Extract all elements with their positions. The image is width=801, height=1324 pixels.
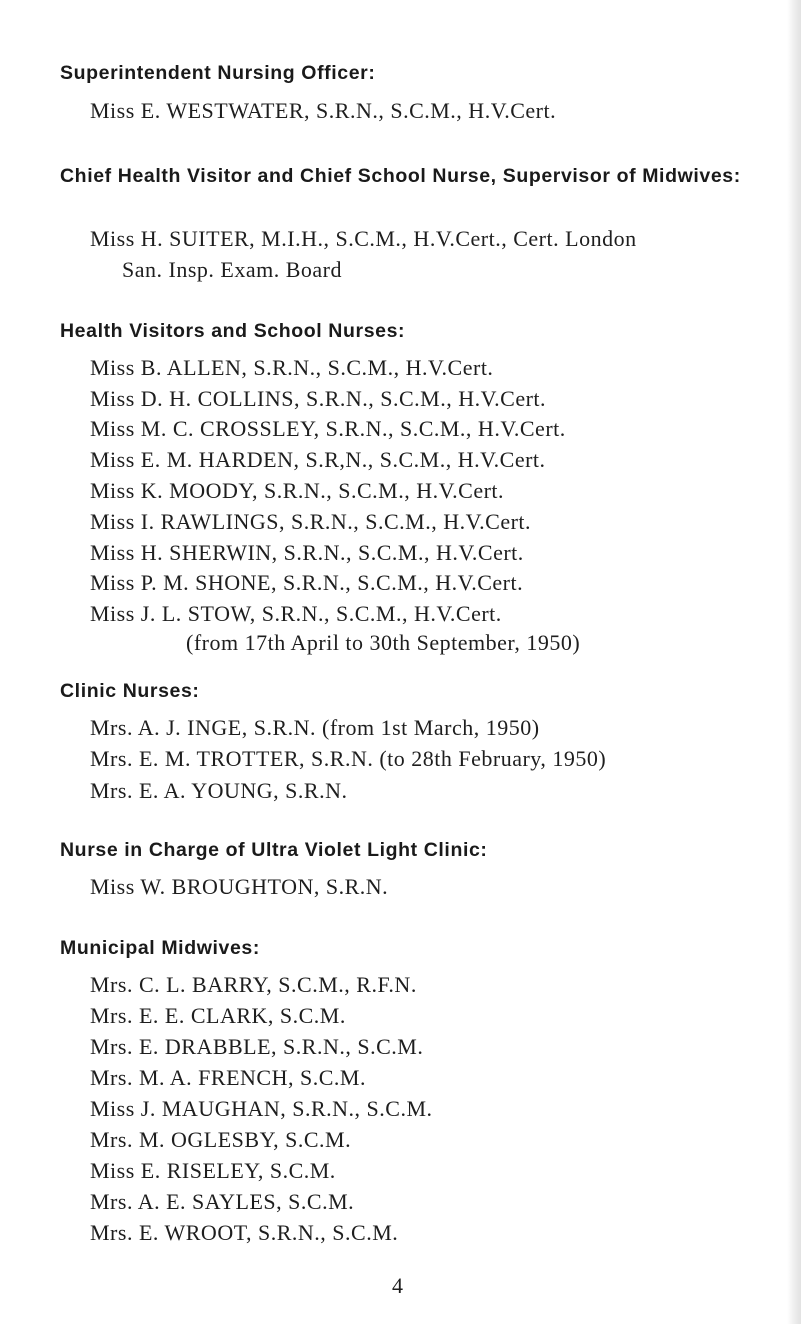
heading-clinic-nurses: Clinic Nurses:: [60, 680, 200, 702]
heading-health-visitors-school-nurses: Health Visitors and School Nurses:: [60, 320, 406, 342]
staff-line: Miss P. M. SHONE, S.R.N., S.C.M., H.V.Cert.: [90, 570, 524, 595]
heading-chief-health-visitor: Chief Health Visitor and Chief School Nurse, Supervisor of Midwives:: [60, 165, 741, 187]
staff-line: Miss H. SHERWIN, S.R.N., S.C.M., H.V.Cert.: [90, 540, 524, 565]
staff-line: Mrs. A. J. INGE, S.R.N. (from 1st March, 1950): [90, 715, 540, 740]
staff-line: Miss E. WESTWATER, S.R.N., S.C.M., H.V.Cert.: [90, 98, 557, 123]
staff-line: Miss B. ALLEN, S.R.N., S.C.M., H.V.Cert.: [90, 355, 494, 380]
staff-line: Miss D. H. COLLINS, S.R.N., S.C.M., H.V.Cert.: [90, 386, 547, 411]
staff-line: Mrs. A. E. SAYLES, S.C.M.: [90, 1189, 355, 1214]
staff-line: Miss J. MAUGHAN, S.R.N., S.C.M.: [90, 1096, 433, 1121]
heading-ultra-violet-clinic: Nurse in Charge of Ultra Violet Light Clinic:: [60, 839, 488, 861]
staff-line: Miss E. RISELEY, S.C.M.: [90, 1158, 336, 1183]
heading-superintendent-nursing-officer: Superintendent Nursing Officer:: [60, 62, 376, 84]
staff-line: Mrs. E. A. YOUNG, S.R.N.: [90, 778, 348, 803]
staff-line-note: (from 17th April to 30th September, 1950): [186, 630, 581, 655]
staff-line: Mrs. E. E. CLARK, S.C.M.: [90, 1003, 346, 1028]
staff-line: Miss K. MOODY, S.R.N., S.C.M., H.V.Cert.: [90, 478, 505, 503]
staff-line: Mrs. M. OGLESBY, S.C.M.: [90, 1127, 352, 1152]
staff-line: Miss I. RAWLINGS, S.R.N., S.C.M., H.V.Cert.: [90, 509, 532, 534]
heading-municipal-midwives: Municipal Midwives:: [60, 937, 260, 959]
staff-line: Miss W. BROUGHTON, S.R.N.: [90, 874, 389, 899]
staff-line: Mrs. E. WROOT, S.R.N., S.C.M.: [90, 1220, 399, 1245]
staff-line: Miss M. C. CROSSLEY, S.R.N., S.C.M., H.V.Cert.: [90, 416, 566, 441]
staff-line: Mrs. C. L. BARRY, S.C.M., R.F.N.: [90, 972, 417, 997]
staff-line: Mrs. E. DRABBLE, S.R.N., S.C.M.: [90, 1034, 424, 1059]
staff-line: Mrs. M. A. FRENCH, S.C.M.: [90, 1065, 366, 1090]
staff-line: Mrs. E. M. TROTTER, S.R.N. (to 28th February, 1950): [90, 746, 607, 771]
staff-line: Miss H. SUITER, M.I.H., S.C.M., H.V.Cert., Cert. London: [90, 226, 637, 251]
staff-line-continuation: San. Insp. Exam. Board: [122, 257, 342, 282]
staff-line: Miss J. L. STOW, S.R.N., S.C.M., H.V.Cert.: [90, 601, 502, 626]
page-number: 4: [392, 1273, 403, 1298]
staff-line: Miss E. M. HARDEN, S.R,N., S.C.M., H.V.Cert.: [90, 447, 546, 472]
